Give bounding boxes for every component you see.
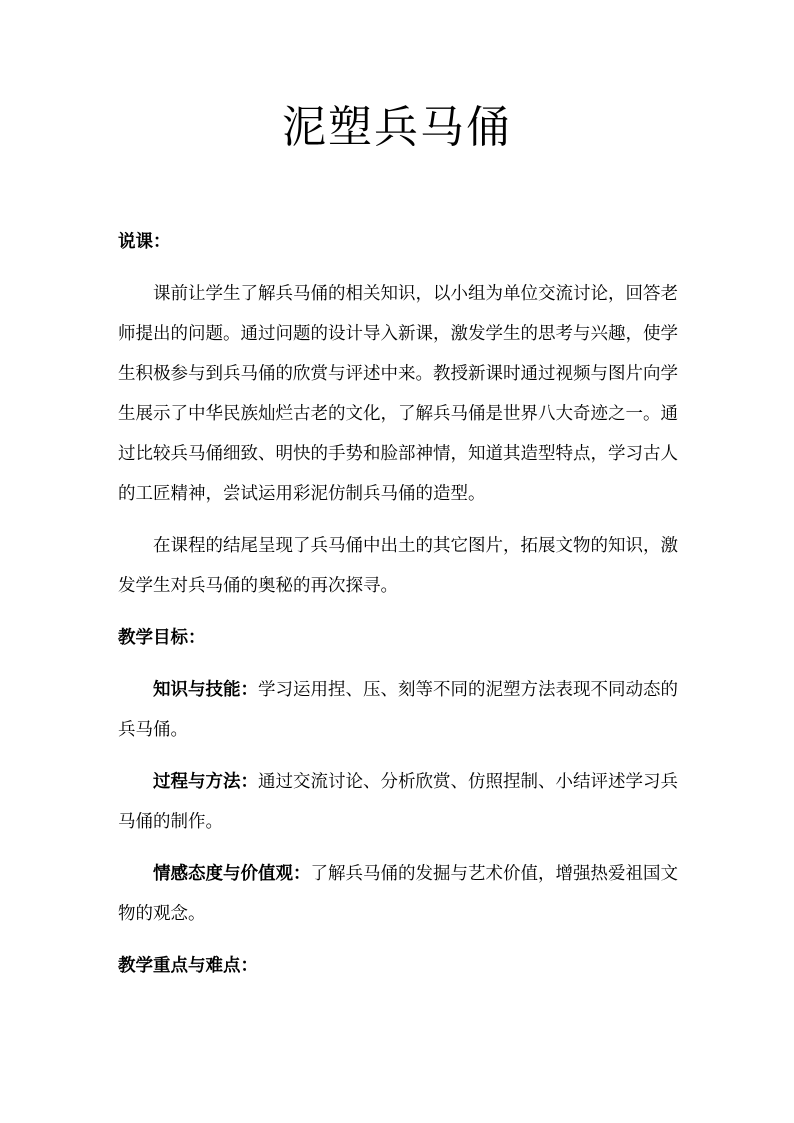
goal-process-method [118,762,678,842]
document-body [118,222,678,998]
goal-lead: 过程与方法： [153,772,258,792]
goal-lead: 知识与技能： [153,680,258,700]
paragraph-shuoke-2: 在课程的结尾呈现了兵马俑中出土的其它图片，拓展文物的知识，激发学生对兵马俑的奥秘的再次探寻。 [118,536,678,596]
goal-knowledge-skills [118,670,678,750]
goal-lead: 情感态度与价值观： [153,864,311,884]
section-heading-goals: 教学目标： [118,628,206,648]
section-heading-keypoints: 教学重点与难点： [118,956,258,976]
goal-text: 学习运用捏、压、刻等不同的泥塑方法表现不同动态的兵马俑。 [118,680,678,740]
goal-emotion-values [118,854,678,934]
goal-text: 了解兵马俑的发掘与艺术价值，增强热爱祖国文物的观念。 [118,864,678,924]
section-heading-shuoke: 说课： [118,232,171,252]
goal-text: 通过交流讨论、分析欣赏、仿照捏制、小结评述学习兵马俑的制作。 [118,772,678,832]
paragraph-shuoke-1: 课前让学生了解兵马俑的相关知识，以小组为单位交流讨论，回答老师提出的问题。通过问题的设计导入新课，激发学生的思考与兴趣，使学生积极参与到兵马俑的欣赏与评述中来。教授新课时通过视频与图片向学生展示了中华民族灿烂古老的文化，了解兵马俑是世界八大奇迹之一。通过比较兵马俑细致、明快的手势和脸部神情，知道其造型特点，学习古人的工匠精神，尝试运用彩泥仿制兵马俑的造型。 [118,284,678,504]
page-title: 泥塑兵马俑 [282,102,512,153]
